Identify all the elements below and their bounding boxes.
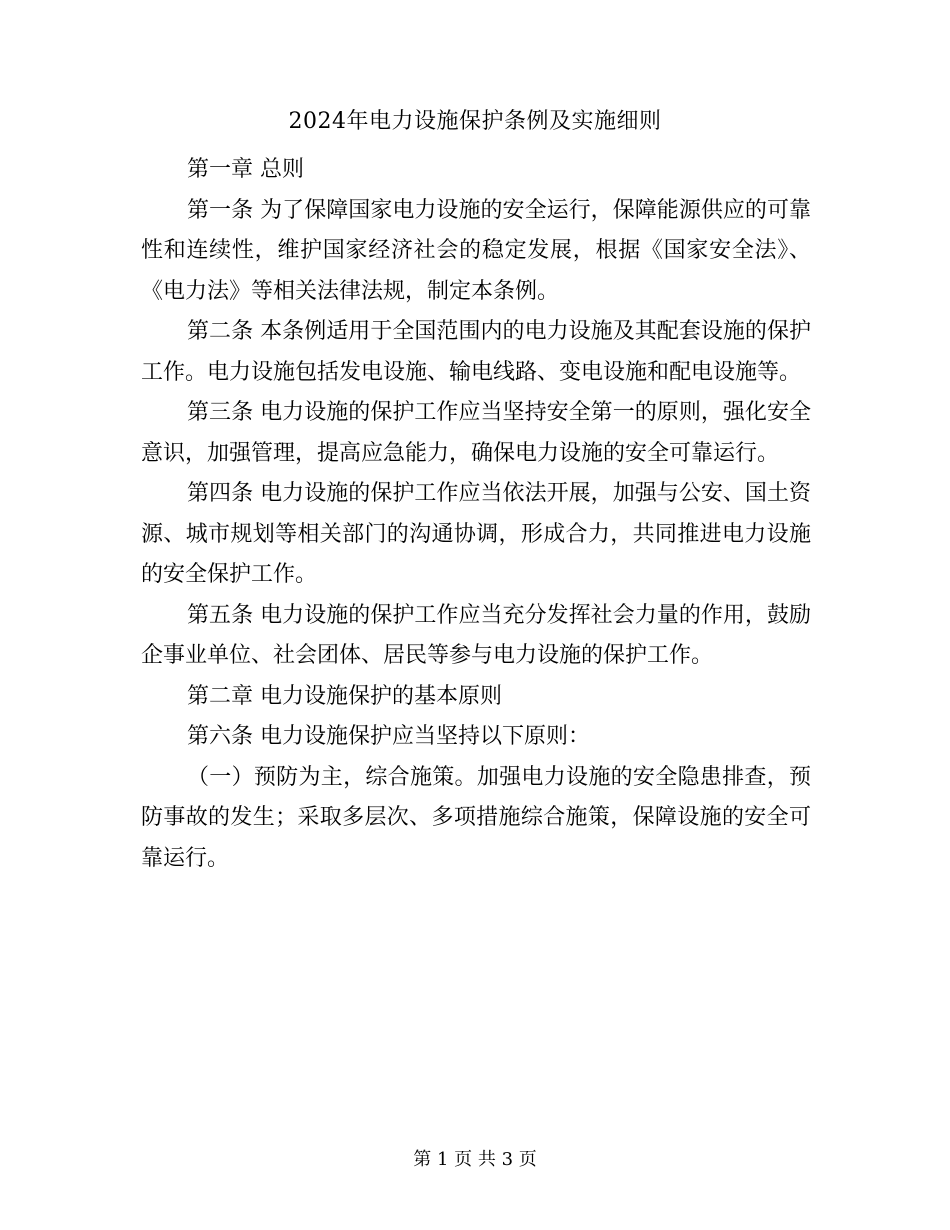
article-6-item-1: （一）预防为主，综合施策。加强电力设施的安全隐患排查，预防事故的发生；采取多层次、多项措施综合施策，保障设施的安全可靠运行。: [141, 764, 811, 871]
article-6: 第六条 电力设施保护应当坚持以下原则：: [187, 724, 590, 749]
article-3: 第三条 电力设施的保护工作应当坚持安全第一的原则，强化安全意识，加强管理，提高应急能力，确保电力设施的安全可靠运行。: [141, 400, 811, 466]
article-1: 第一条 为了保障国家电力设施的安全运行，保障能源供应的可靠性和连续性，维护国家经济社会的稳定发展，根据《国家安全法》、《电力法》等相关法律法规，制定本条例。: [141, 197, 811, 304]
article-4: 第四条 电力设施的保护工作应当依法开展，加强与公安、国土资源、城市规划等相关部门的沟通协调，形成合力，共同推进电力设施的安全保护工作。: [141, 481, 811, 587]
document-body: [141, 150, 811, 879]
chapter-heading-2: 第二章 电力设施保护的基本原则: [187, 683, 502, 709]
article-5: 第五条 电力设施的保护工作应当充分发挥社会力量的作用，鼓励企事业单位、社会团体、居民等参与电力设施的保护工作。: [141, 602, 811, 668]
page-footer: 第 1 页 共 3 页: [413, 1149, 537, 1170]
document-title: 2024年电力设施保护条例及实施细则: [288, 109, 662, 134]
article-2: 第二条 本条例适用于全国范围内的电力设施及其配套设施的保护工作。电力设施包括发电设施、输电线路、变电设施和配电设施等。: [141, 319, 811, 385]
chapter-heading-1: 第一章 总则: [187, 157, 304, 182]
